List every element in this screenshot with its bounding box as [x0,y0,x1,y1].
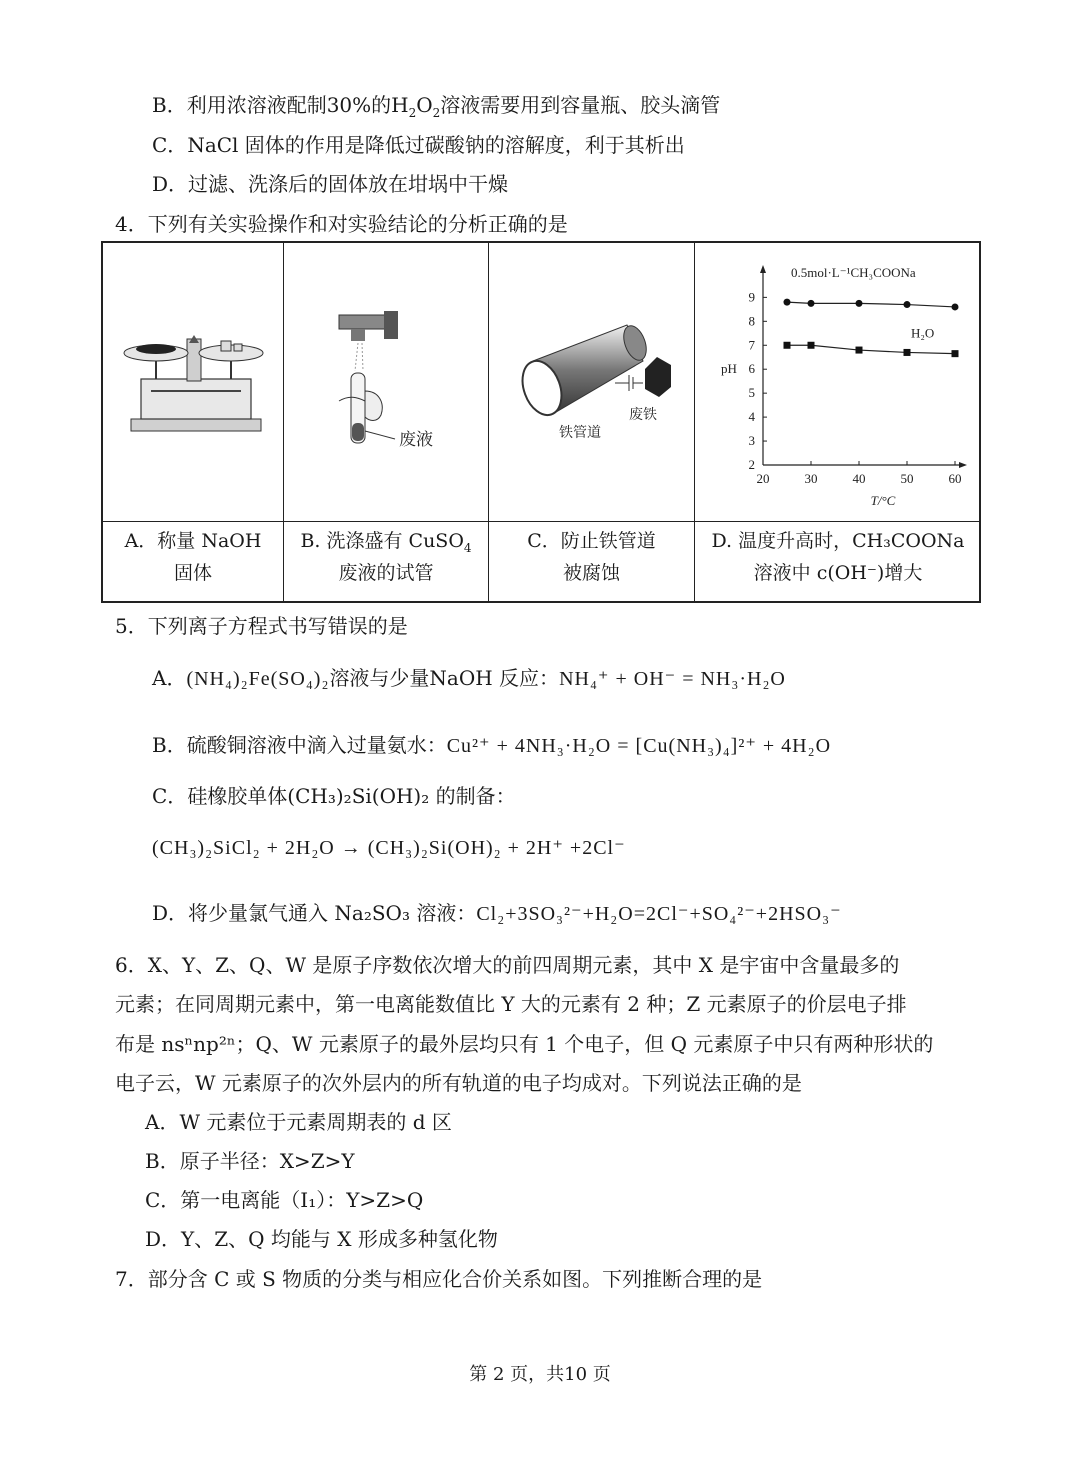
iron-pipe-image [519,321,679,451]
data-point-square [808,342,815,349]
q5-option-c: C．硅橡胶单体(CH₃)₂Si(OH)₂ 的制备： [152,784,516,808]
y-tick-label: 6 [748,361,755,377]
q4-caption-a: A．称量 NaOH 固体 [124,530,262,584]
faucet-test-tube-image [329,311,444,456]
x-tick-label: 40 [852,471,866,486]
y-axis-label: pH [721,361,737,377]
q3-option-c: C．NaCl 固体的作用是降低过碳酸钠的溶解度，利于其析出 [152,133,685,157]
data-point-square [952,350,959,357]
q4-table [101,241,981,603]
q4-b-waste-label: 废液 [399,430,433,449]
y-tick-label: 5 [748,385,755,401]
q4-stem: 4．下列有关实验操作和对实验结论的分析正确的是 [115,212,568,236]
page-footer: 第 2 页，共10 页 [469,1364,611,1385]
x-axis-label: T/°C [870,493,896,508]
q5-option-b: B．硫酸铜溶液中滴入过量氨水：Cu²⁺ + 4NH₃·H₂O = [Cu(NH₃)₄]²⁺ + 4H₂O [152,733,832,757]
q4-caption-d: D. 温度升高时，CH₃COONa 溶液中 c(OH⁻)增大 [711,530,965,584]
y-tick-label: 3 [748,433,755,449]
q4-caption-c: C．防止铁管道 被腐蚀 [527,530,656,584]
q6-line-3: 布是 nsⁿnp²ⁿ；Q、W 元素原子的最外层均只有 1 个电子，但 Q 元素原子中只有两种形状的 [115,1032,934,1056]
q7-stem: 7．部分含 C 或 S 物质的分类与相应化合价关系如图。下列推断合理的是 [115,1267,763,1291]
q6-option-a: A．W 元素位于元素周期表的 d 区 [145,1110,452,1134]
x-tick-label: 50 [900,471,914,486]
data-point-square [904,349,911,356]
x-tick-label: 60 [948,471,962,486]
q6-option-d: D．Y、Z、Q 均能与 X 形成多种氢化物 [145,1227,498,1251]
q6-line-1: 6．X、Y、Z、Q、W 是原子序数依次增大的前四周期元素，其中 X 是宇宙中含量最多的 [115,953,900,977]
q6-line-2: 元素；在同周期元素中，第一电离能数值比 Y 大的元素有 2 种；Z 元素原子的价层电子排 [115,992,907,1016]
q6-option-c: C．第一电离能（I₁）：Y>Z>Q [145,1188,424,1212]
q3-option-d: D．过滤、洗涤后的固体放在坩埚中干燥 [152,172,509,196]
data-point-circle [904,301,911,308]
q5-option-d: D．将少量氯气通入 Na₂SO₃ 溶液：Cl₂+3SO₃²⁻+H₂O=2Cl⁻+SO₄²⁻+2HSO₃⁻ [152,901,842,925]
data-point-square [856,347,863,354]
q5-stem: 5．下列离子方程式书写错误的是 [115,614,408,638]
data-point-square [784,342,791,349]
y-tick-label: 9 [748,289,755,305]
q3-option-b: B．利用浓溶液配制30%的$H_2O_2$溶液需要用到容量瓶、胶头滴管 [152,93,721,120]
q6-option-b: B．原子半径：X>Z>Y [145,1149,355,1173]
data-point-circle [856,300,863,307]
q5-option-a: A．(NH₄)₂Fe(SO₄)₂溶液与少量NaOH 反应：NH₄⁺ + OH⁻ = NH₃·H₂O [152,666,786,690]
series-label: H₂O [911,325,935,341]
y-tick-label: 2 [748,457,755,472]
data-point-circle [808,300,815,307]
y-axis-arrow [760,265,766,273]
q4-c-pipe-label: 铁管道 [559,426,601,441]
q4-c-iron-label: 废铁 [629,408,657,423]
x-tick-label: 20 [756,471,770,486]
x-tick-label: 30 [804,471,818,486]
series-label: 0.5mol·L⁻¹CH₃COONa [791,265,916,280]
data-point-circle [952,303,959,310]
y-tick-label: 7 [748,337,755,353]
q6-line-4: 电子云，W 元素原子的次外层内的所有轨道的电子均成对。下列说法正确的是 [115,1071,802,1095]
data-point-circle [784,299,791,306]
ph-temperature-chart [703,253,973,518]
y-tick-label: 4 [748,409,755,425]
q5-option-c-equation: (CH₃)₂SiCl₂ + 2H₂O → (CH₃)₂Si(OH)₂ + 2H⁺ +2Cl⁻ [152,837,626,859]
x-axis-arrow [959,462,967,468]
balance-scale-image [121,331,266,436]
y-tick-label: 8 [748,313,755,329]
q4-caption-b: B. 洗涤盛有 CuSO$_4$ 废液的试管 [300,530,472,584]
